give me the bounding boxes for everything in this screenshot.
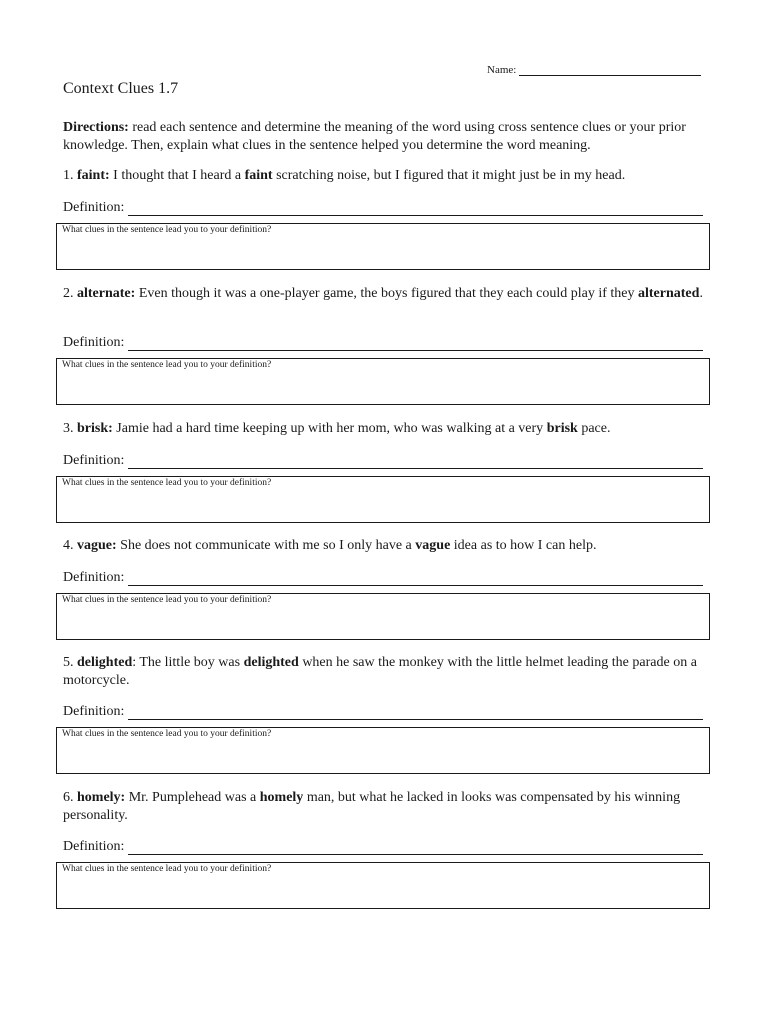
sentence-bold-word: alternated xyxy=(638,286,700,301)
sentence-bold-word: vague xyxy=(415,538,451,553)
sentence-bold-word: delighted xyxy=(243,655,299,670)
question-number: 5. xyxy=(63,655,74,670)
clue-answer-box[interactable] xyxy=(56,593,710,640)
directions-text: read each sentence and determine the meaning of the word using cross sentence clues or your prior knowledge. Then, explain what clues in the sentence helped you determine the word meaning. xyxy=(63,120,686,153)
target-word: delighted xyxy=(77,655,133,670)
question-item xyxy=(62,654,713,739)
question-number: 2. xyxy=(63,286,74,301)
sentence-text: pace. xyxy=(577,421,611,436)
sentence-text: Jamie had a hard time keeping up with her mom, who was walking at a very xyxy=(112,421,547,436)
definition-row xyxy=(63,839,703,855)
definition-label: Definition: xyxy=(63,453,125,468)
definition-row xyxy=(63,453,703,469)
question-item xyxy=(62,420,713,488)
clue-answer-box[interactable] xyxy=(56,358,710,405)
sentence-text: Mr. Pumplehead was a xyxy=(125,790,260,805)
sentence-text: : The little boy was xyxy=(132,655,244,670)
question-item xyxy=(62,789,713,874)
page-title: Context Clues 1.7 xyxy=(63,80,179,97)
clue-answer-box[interactable] xyxy=(56,223,710,270)
definition-row xyxy=(63,704,703,720)
name-label: Name: xyxy=(487,64,517,76)
definition-row xyxy=(63,200,703,216)
definition-row xyxy=(63,570,703,586)
target-word: brisk: xyxy=(77,421,113,436)
target-word: faint: xyxy=(77,168,110,183)
definition-field[interactable] xyxy=(128,705,703,720)
sentence-text: . xyxy=(699,286,703,301)
directions xyxy=(63,119,713,155)
target-word: alternate: xyxy=(77,286,136,301)
sentence-text: when he saw the monkey with the little helmet leading the parade on a motorcycle. xyxy=(63,655,697,688)
question-number: 3. xyxy=(63,421,74,436)
clue-prompt: What clues in the sentence lead you to your definition? xyxy=(62,595,272,605)
definition-label: Definition: xyxy=(63,839,125,854)
clue-answer-box[interactable] xyxy=(56,727,710,774)
question-number: 6. xyxy=(63,790,74,805)
question-item xyxy=(62,167,713,235)
sentence-bold-word: faint xyxy=(244,168,273,183)
sentence-text: I thought that I heard a xyxy=(109,168,245,183)
directions-label: Directions: xyxy=(63,120,129,135)
clue-prompt: What clues in the sentence lead you to your definition? xyxy=(62,864,272,874)
clue-answer-box[interactable] xyxy=(56,476,710,523)
question-sentence xyxy=(63,537,713,555)
question-item xyxy=(62,285,713,370)
clue-answer-box[interactable] xyxy=(56,862,710,909)
sentence-text: She does not communicate with me so I only have a xyxy=(116,538,416,553)
question-sentence xyxy=(63,654,713,690)
definition-field[interactable] xyxy=(128,454,703,469)
definition-field[interactable] xyxy=(128,571,703,586)
definition-label: Definition: xyxy=(63,200,125,215)
definition-field[interactable] xyxy=(128,840,703,855)
question-sentence xyxy=(63,285,713,303)
question-sentence xyxy=(63,789,713,825)
clue-prompt: What clues in the sentence lead you to your definition? xyxy=(62,729,272,739)
name-field[interactable] xyxy=(519,64,701,76)
question-item xyxy=(62,537,713,605)
question-number: 4. xyxy=(63,538,74,553)
sentence-text: scratching noise, but I figured that it might just be in my head. xyxy=(272,168,626,183)
clue-prompt: What clues in the sentence lead you to your definition? xyxy=(62,360,272,370)
name-row xyxy=(487,64,701,76)
sentence-bold-word: homely xyxy=(259,790,304,805)
target-word: homely: xyxy=(77,790,126,805)
clue-prompt: What clues in the sentence lead you to your definition? xyxy=(62,225,272,235)
definition-label: Definition: xyxy=(63,704,125,719)
question-sentence xyxy=(63,167,713,185)
clue-prompt: What clues in the sentence lead you to your definition? xyxy=(62,478,272,488)
definition-label: Definition: xyxy=(63,335,125,350)
definition-row xyxy=(63,335,703,351)
question-number: 1. xyxy=(63,168,74,183)
sentence-text: idea as to how I can help. xyxy=(450,538,597,553)
definition-field[interactable] xyxy=(128,336,703,351)
sentence-text: Even though it was a one-player game, the boys figured that they each could play if they xyxy=(135,286,638,301)
sentence-bold-word: brisk xyxy=(546,421,578,436)
question-sentence xyxy=(63,420,713,438)
definition-label: Definition: xyxy=(63,570,125,585)
definition-field[interactable] xyxy=(128,201,703,216)
sentence-text: man, but what he lacked in looks was compensated by his winning personality. xyxy=(63,790,681,823)
target-word: vague: xyxy=(77,538,117,553)
